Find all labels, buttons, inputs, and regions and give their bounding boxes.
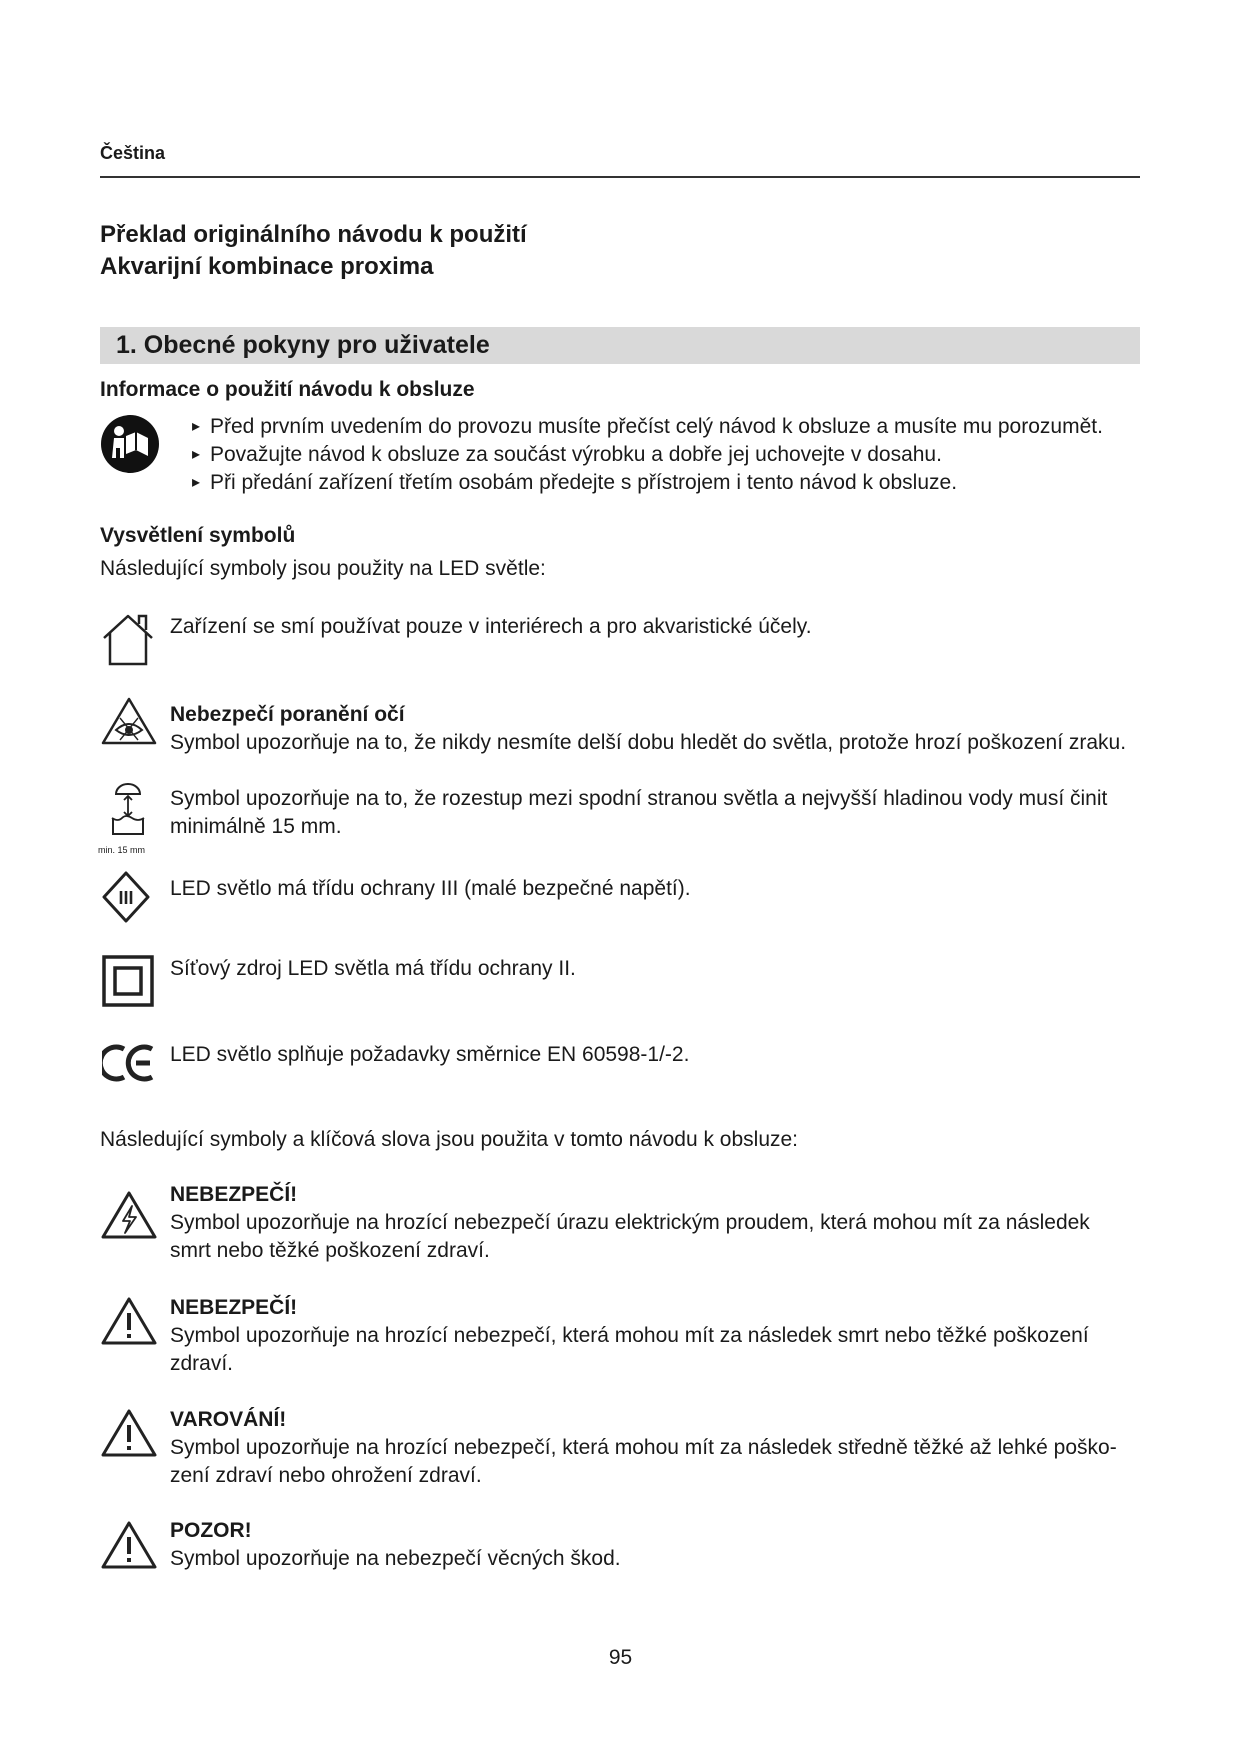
symbols-heading: Vysvětlení symbolů [100, 524, 296, 547]
keyword-text-line-1: Symbol upozorňuje na hrozící nebezpečí, která mohou mít za následek smrt nebo těžké poškození [170, 1324, 1089, 1347]
symbols-intro: Následující symboly jsou použity na LED světle: [100, 557, 546, 580]
section-heading: 1. Obecné pokyny pro uživatele [116, 331, 490, 359]
house-icon [100, 612, 156, 668]
protection-class-2-icon [102, 955, 154, 1007]
water-distance-line-1: Symbol upozorňuje na to, že rozestup mezi spodní stranou světla a nejvyšší hladinou vody musí činit [170, 787, 1108, 810]
list-item: ▸ Před prvním uvedením do provozu musíte přečíst celý návod k obsluze a musíte mu porozumět. [192, 413, 1103, 441]
keyword-title: NEBEZPEČÍ! [170, 1183, 298, 1206]
keyword-block [170, 1517, 1145, 1573]
ce-mark-icon [102, 1043, 156, 1083]
language-label: Čeština [100, 143, 166, 163]
keyword-text-line-1: Symbol upozorňuje na nebezpečí věcných škod. [170, 1547, 621, 1570]
title-line-1: Překlad originálního návodu k použití [100, 221, 527, 248]
usage-info-heading: Informace o použití návodu k obsluze [100, 378, 475, 401]
protection-class-2-text: Síťový zdroj LED světla má třídu ochrany II. [170, 957, 576, 980]
header-rule [100, 176, 1140, 178]
caution-icon [100, 1520, 158, 1570]
electric-danger-icon [100, 1190, 158, 1240]
keyword-text-line-2: zení zdraví nebo ohrožení zdraví. [170, 1464, 482, 1487]
danger-warning-icon [100, 1296, 158, 1346]
svg-text:III: III [118, 888, 134, 908]
keyword-text-line-1: Symbol upozorňuje na hrozící nebezpečí úrazu elektrickým proudem, která mohou mít za následek [170, 1211, 1090, 1234]
usage-info-list [192, 413, 1103, 497]
title-line-2: Akvarijní kombinace proxima [100, 253, 434, 280]
keyword-block [170, 1181, 1145, 1265]
keyword-text-line-2: zdraví. [170, 1352, 234, 1375]
water-distance-icon [110, 782, 146, 840]
keyword-text-line-2: smrt nebo těžké poškození zdraví. [170, 1239, 490, 1262]
eye-hazard-title: Nebezpečí poranění očí [170, 703, 405, 726]
section-heading-bar [100, 327, 1140, 364]
keyword-block [170, 1406, 1145, 1490]
indoor-symbol-text: Zařízení se smí používat pouze v interiérech a pro akvaristické účely. [170, 615, 812, 638]
keyword-block [170, 1294, 1145, 1378]
ce-mark-text: LED světlo splňuje požadavky směrnice EN 60598-1/-2. [170, 1043, 690, 1066]
keywords-intro: Následující symboly a klíčová slova jsou použita v tomto návodu k obsluze: [100, 1128, 799, 1151]
list-item: ▸ Považujte návod k obsluze za součást výrobku a dobře jej uchovejte v dosahu. [192, 441, 1103, 469]
keyword-title: NEBEZPEČÍ! [170, 1296, 298, 1319]
keyword-title: VAROVÁNÍ! [170, 1408, 287, 1431]
eye-hazard-text: Symbol upozorňuje na to, že nikdy nesmíte delší dobu hledět do světla, protože hrozí poškození zraku. [170, 731, 1127, 754]
eye-hazard-icon [100, 696, 158, 746]
read-manual-icon [100, 414, 160, 474]
list-item: ▸ Při předání zařízení třetím osobám předejte s přístrojem i tento návod k obsluze. [192, 469, 1103, 497]
document-title [100, 219, 527, 283]
eye-hazard-block [170, 701, 1145, 757]
keyword-text-line-1: Symbol upozorňuje na hrozící nebezpečí, která mohou mít za následek středně těžké až lehké poško- [170, 1436, 1117, 1459]
protection-class-3-text: LED světlo má třídu ochrany III (malé bezpečné napětí). [170, 877, 691, 900]
page-number: 95 [608, 1646, 633, 1669]
protection-class-3-icon [102, 871, 150, 923]
water-distance-block [170, 785, 1145, 841]
keyword-title: POZOR! [170, 1519, 252, 1542]
min-distance-label: min. 15 mm [98, 845, 146, 855]
water-distance-line-2: minimálně 15 mm. [170, 815, 342, 838]
warning-icon [100, 1408, 158, 1458]
